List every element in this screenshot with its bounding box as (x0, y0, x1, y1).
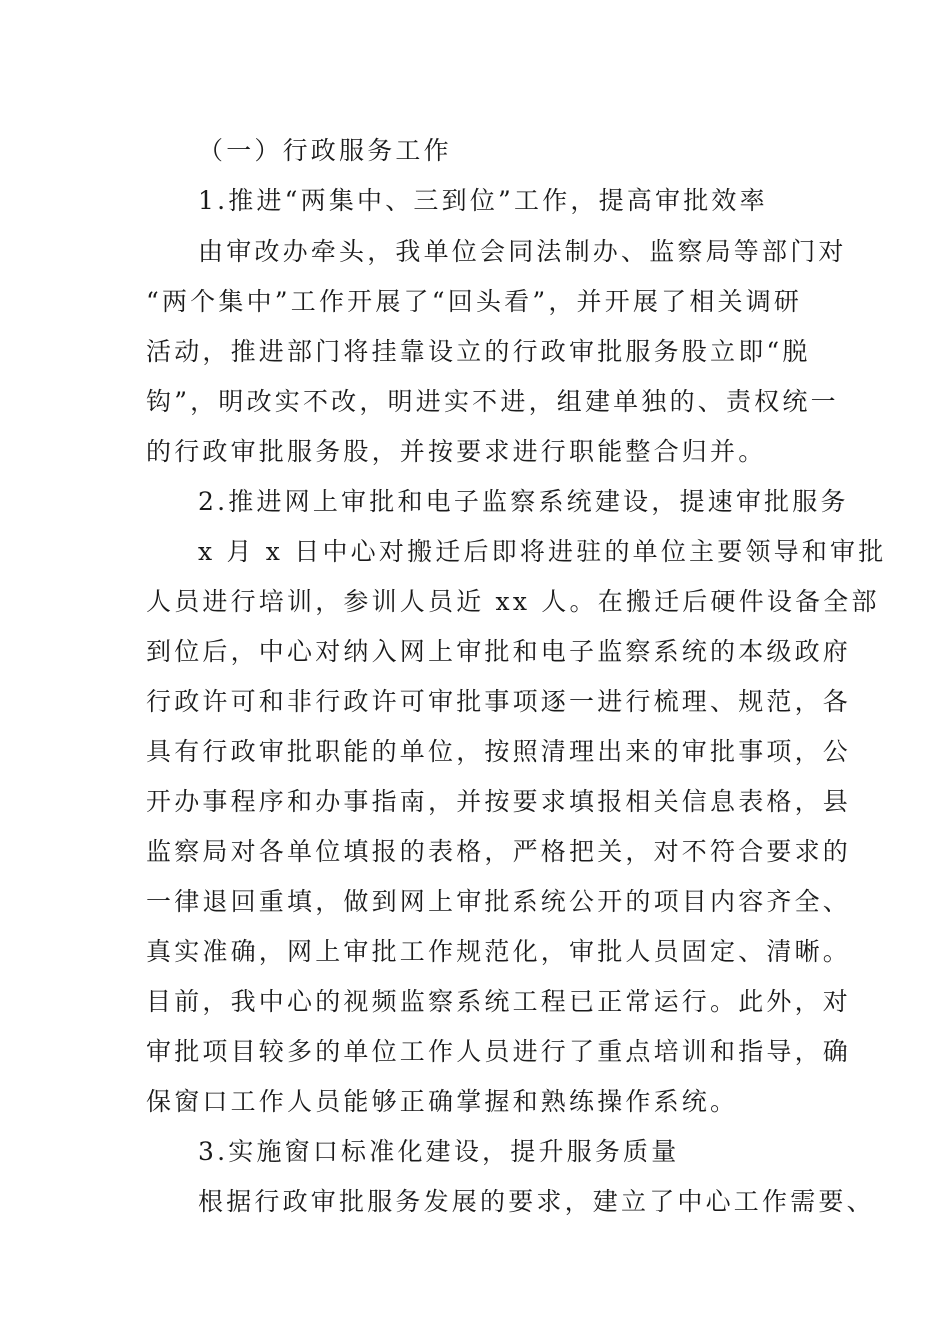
item-3-heading: 3.实施窗口标准化建设，提升服务质量 (198, 1137, 680, 1166)
paragraph-line: x 月 x 日中心对搬迁后即将进驻的单位主要领导和审批 (198, 537, 887, 566)
item-2-heading: 2.推进网上审批和电子监察系统建设，提速审批服务 (198, 487, 849, 516)
item-1-heading: 1.推进“两集中、三到位”工作，提高审批效率 (198, 186, 768, 215)
paragraph-line: 的行政审批服务股，并按要求进行职能整合归并。 (146, 437, 767, 466)
paragraph-line: 具有行政审批职能的单位，按照清理出来的审批事项，公 (146, 737, 852, 766)
paragraph-line: 一律退回重填，做到网上审批系统公开的项目内容齐全、 (146, 887, 852, 916)
paragraph-line: 目前，我中心的视频监察系统工程已正常运行。此外，对 (146, 987, 852, 1016)
paragraph-line: “两个集中”工作开展了“回头看”，并开展了相关调研 (146, 287, 803, 316)
paragraph-line: 开办事程序和办事指南，并按要求填报相关信息表格，县 (146, 787, 852, 816)
paragraph-line: 根据行政审批服务发展的要求，建立了中心工作需要、 (198, 1187, 875, 1216)
paragraph-line: 到位后，中心对纳入网上审批和电子监察系统的本级政府 (146, 637, 852, 666)
paragraph-line: 真实准确，网上审批工作规范化，审批人员固定、清晰。 (146, 937, 852, 966)
paragraph-line: 监察局对各单位填报的表格，严格把关，对不符合要求的 (146, 837, 852, 866)
paragraph-line: 由审改办牵头，我单位会同法制办、监察局等部门对 (198, 237, 847, 266)
paragraph-line: 钩”，明改实不改，明进实不进，组建单独的、责权统一 (146, 387, 839, 416)
paragraph-line: 活动，推进部门将挂靠设立的行政审批服务股立即“脱 (146, 337, 811, 366)
paragraph-line: 审批项目较多的单位工作人员进行了重点培训和指导，确 (146, 1037, 852, 1066)
paragraph-line: 人员进行培训，参训人员近 xx 人。在搬迁后硬件设备全部 (146, 587, 880, 616)
paragraph-line: 行政许可和非行政许可审批事项逐一进行梳理、规范，各 (146, 687, 852, 716)
paragraph-line: 保窗口工作人员能够正确掌握和熟练操作系统。 (146, 1087, 739, 1116)
section-heading: （一）行政服务工作 (198, 136, 452, 165)
